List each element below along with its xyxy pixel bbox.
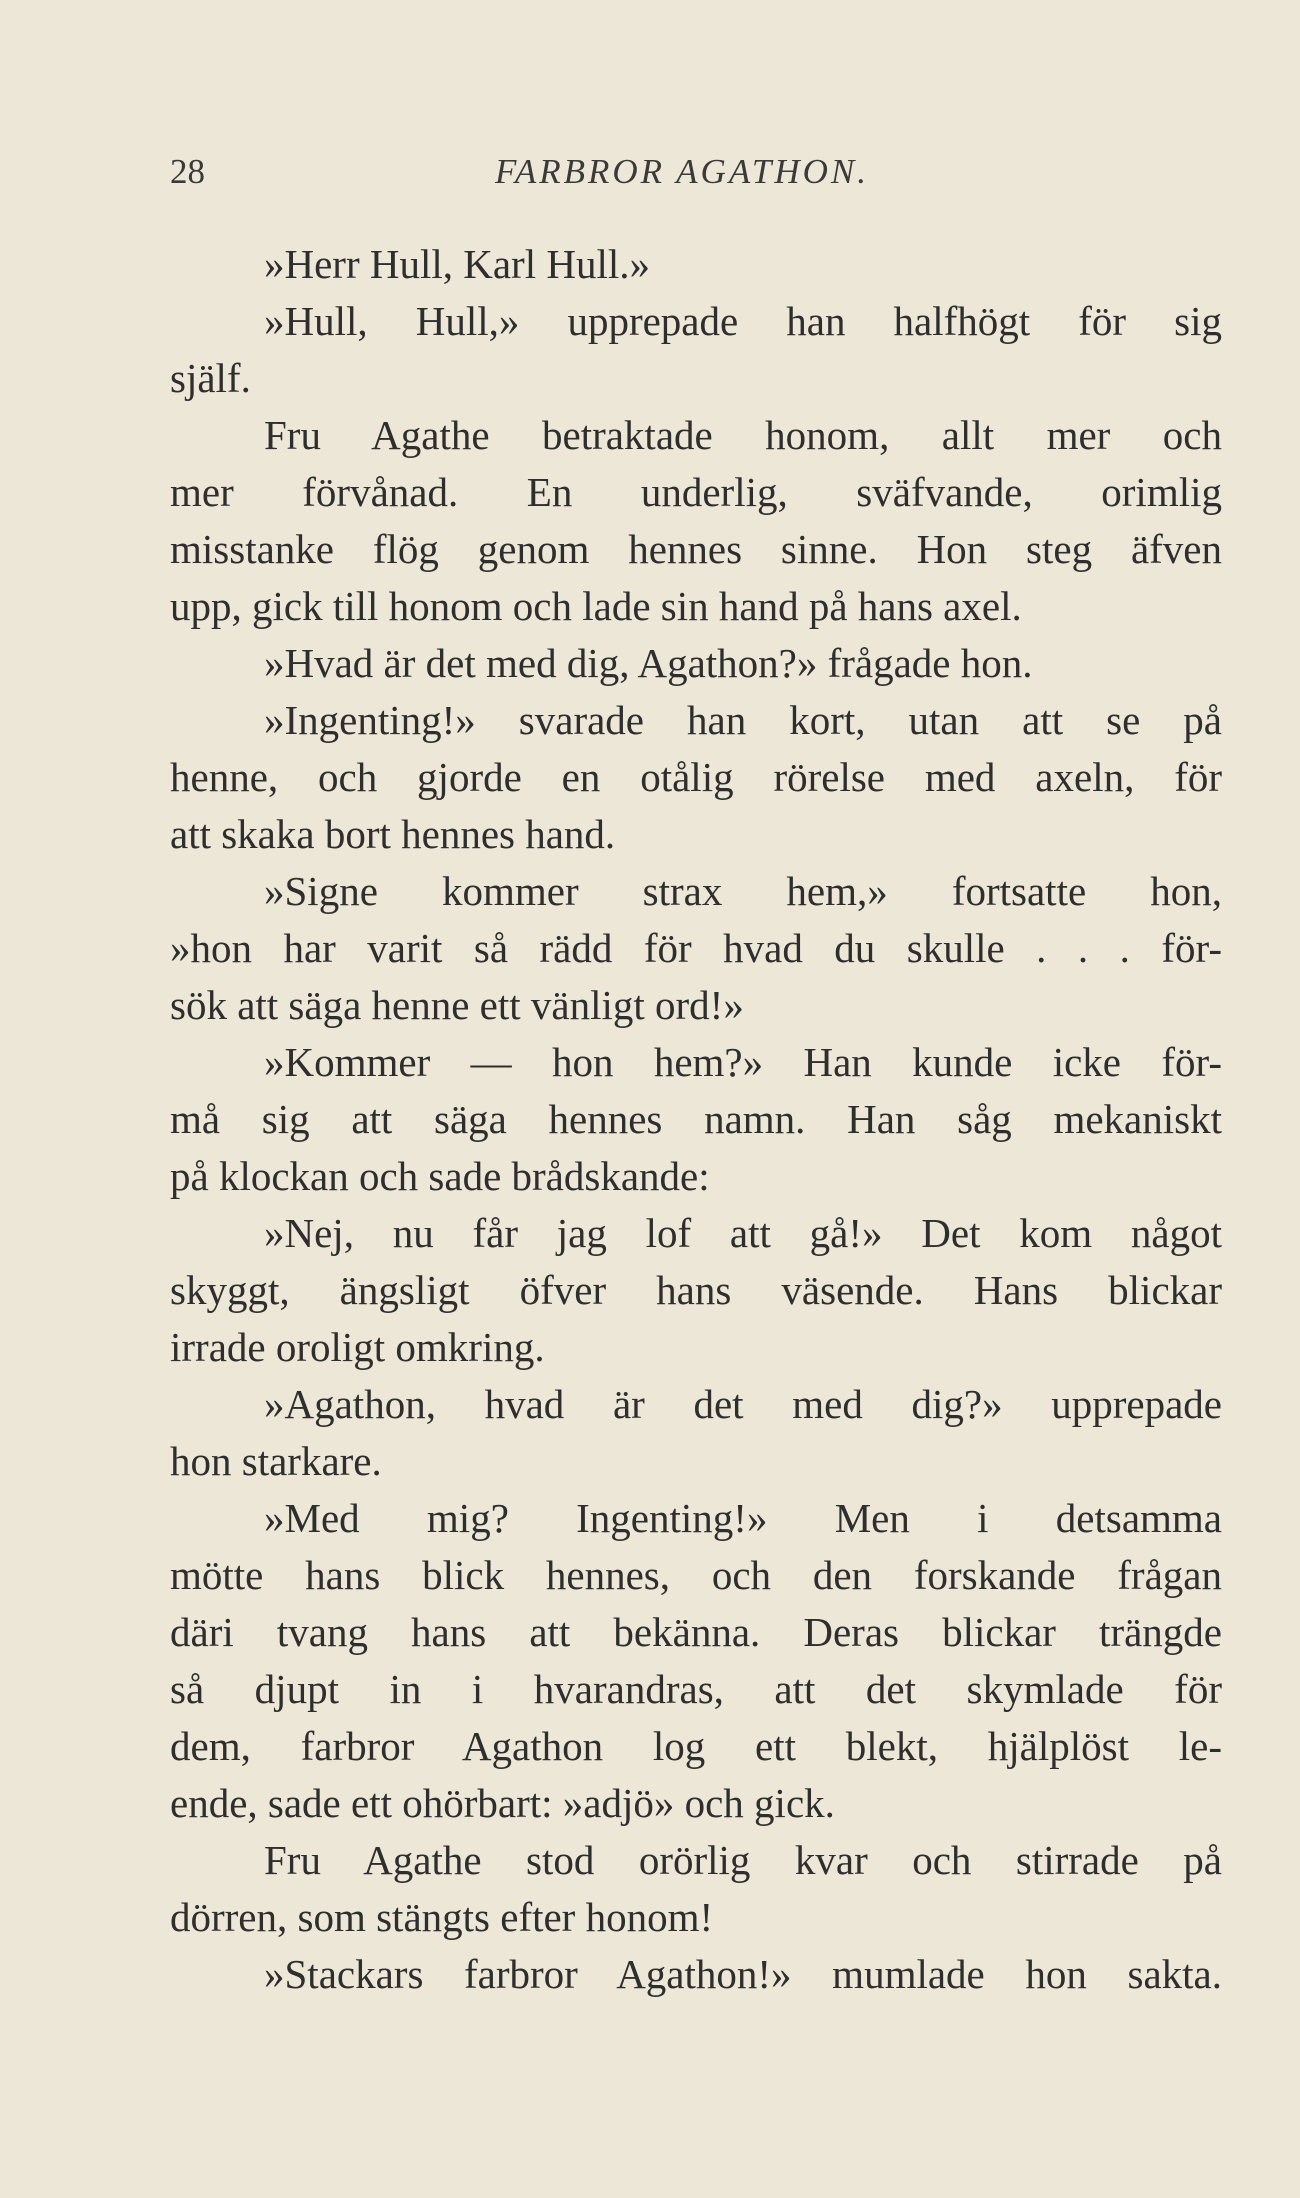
text-line: på klockan och sade brådskande: <box>170 1153 710 1199</box>
text-line: dörren, som stängts efter honom! <box>170 1894 714 1940</box>
text-line: »Herr Hull, Karl Hull.» <box>264 241 650 287</box>
text-line: däri tvang hans att bekänna. Deras blickar trängde <box>170 1609 1222 1655</box>
text-line: själf. <box>170 355 251 401</box>
text-line: hon starkare. <box>170 1438 382 1484</box>
text-line: »Ingenting!» svarade han kort, utan att se på <box>264 697 1222 743</box>
text-line: upp, gick till honom och lade sin hand på hans axel. <box>170 583 1022 629</box>
text-line: »hon har varit så rädd för hvad du skulle . . . för- <box>170 925 1222 971</box>
text-line: »Agathon, hvad är det med dig?» upprepade <box>264 1381 1222 1427</box>
text-line: irrade oroligt omkring. <box>170 1324 545 1370</box>
text-line: misstanke flög genom hennes sinne. Hon steg äfven <box>170 526 1222 572</box>
text-line: »Med mig? Ingenting!» Men i detsamma <box>264 1495 1222 1541</box>
text-line: »Hull, Hull,» upprepade han halfhögt för sig <box>264 298 1222 344</box>
text-line: så djupt in i hvarandras, att det skymlade för <box>170 1666 1222 1712</box>
text-line: dem, farbror Agathon log ett blekt, hjälplöst le- <box>170 1723 1222 1769</box>
text-line: »Hvad är det med dig, Agathon?» frågade hon. <box>264 640 1033 686</box>
page-header <box>170 152 1222 196</box>
text-line: att skaka bort hennes hand. <box>170 811 616 857</box>
body-text <box>170 236 1222 2003</box>
text-line: skyggt, ängsligt öfver hans väsende. Hans blickar <box>170 1267 1222 1313</box>
text-line: Fru Agathe stod orörlig kvar och stirrade på <box>264 1837 1222 1883</box>
text-line: Fru Agathe betraktade honom, allt mer och <box>264 412 1222 458</box>
text-line: »Kommer — hon hem?» Han kunde icke för- <box>264 1039 1222 1085</box>
text-line: »Stackars farbror Agathon!» mumlade hon sakta. <box>264 1951 1222 1997</box>
page-number: 28 <box>170 152 205 191</box>
text-line: mer förvånad. En underlig, sväfvande, orimlig <box>170 469 1222 515</box>
text-line: »Signe kommer strax hem,» fortsatte hon, <box>264 868 1222 914</box>
text-line: må sig att säga hennes namn. Han såg mekaniskt <box>170 1096 1222 1142</box>
text-line: henne, och gjorde en otålig rörelse med axeln, för <box>170 754 1222 800</box>
text-line: »Nej, nu får jag lof att gå!» Det kom något <box>264 1210 1222 1256</box>
text-line: ende, sade ett ohörbart: »adjö» och gick. <box>170 1780 835 1826</box>
text-line: mötte hans blick hennes, och den forskande frågan <box>170 1552 1222 1598</box>
running-title: FARBROR AGATHON. <box>495 152 870 191</box>
text-line: sök att säga henne ett vänligt ord!» <box>170 982 744 1028</box>
